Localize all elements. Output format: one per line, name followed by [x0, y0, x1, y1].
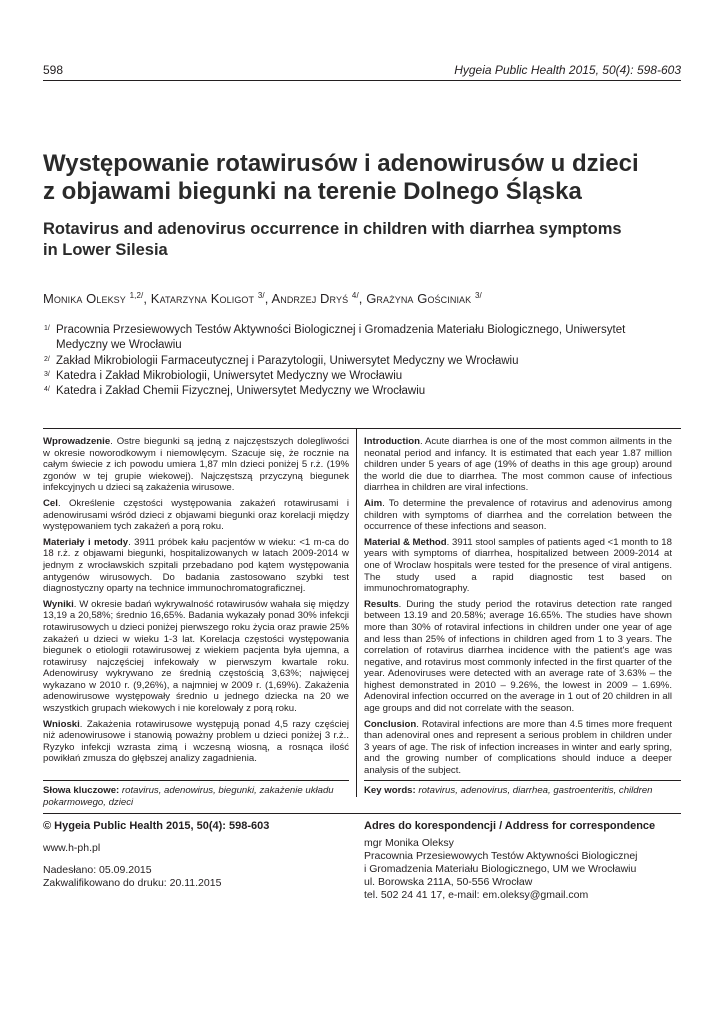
author-name: Andrzej Dryś: [271, 291, 349, 306]
affiliation-marker: 1/: [44, 325, 50, 332]
author-name: Grażyna Gościniak: [366, 291, 472, 306]
publication-info: [43, 820, 343, 890]
section-text: . W okresie badań wykrywalność rotawirusów wahała się między 13,19 a 20,58%; średnio 16,65%. Badania wykazały ponad 30% infekcji rotawirusowych u dzieci poniżej pierwszego roku życia oraz prawie 25% zakażeń u dzieci w wieku 1-3 lat. Korelacja częstości występowania biegunek o etiologii rotawirusowej z wiekiem pacjenta była ujemna, a rotawirusy najczęściej infekowały w pierwszym kwartale roku. Adenowirusy wykrywano ze średnią częstością 3,63%; najwięcej wykazano w 2010 r. (9,26%), a najmniej w 2009 r. (1,69%). Zakażenia adenowirusowe występowały średnio u jednego dziecka na 20 we wszystkich grupach wiekowych i nie korelowały z porą roku.: [43, 598, 349, 715]
affiliation: [44, 354, 664, 369]
affiliation-text: Katedra i Zakład Mikrobiologii, Uniwersytet Medyczny we Wrocławiu: [56, 370, 403, 382]
correspondence-line: mgr Monika Oleksy: [364, 837, 454, 849]
section-label: Cel: [43, 497, 58, 509]
section-text: . Acute diarrhea is one of the most common ailments in the neonatal period and infancy. It is estimated that each year 1.87 million children under 5 years of age (19% of deaths in this age group) around the world die due to diarrhea. The most common cause of infectious diarrhea in children are viral infections.: [364, 436, 672, 494]
column-divider: [356, 428, 357, 797]
keywords-label: Key words: [364, 785, 413, 796]
section-label: Materiały i metody: [43, 536, 129, 548]
abstract-section: [364, 498, 672, 533]
abstract-top-rule: [43, 428, 681, 429]
affiliation: [44, 323, 664, 353]
affiliation-text: Zakład Mikrobiologii Farmaceutycznej i Parazytologii, Uniwersytet Medyczny we Wrocławiu: [56, 355, 519, 367]
affiliation-marker: 3/: [44, 371, 50, 378]
abstract-section: [364, 537, 672, 595]
author-name: Monika Oleksy: [43, 291, 126, 306]
footer-rule: [43, 813, 681, 814]
keywords-text: pokarmowego, dzieci: [43, 796, 134, 808]
title-english-line: in Lower Silesia: [43, 241, 168, 259]
section-label: Results: [364, 598, 399, 610]
section-text: . During the study period the rotavirus detection rate ranged between 13.19 and 20.58%; average 16.65%. The studies have shown more than 30% of rotaviral infections in children under one year of age and less than 25% of infections in children aged from 1 to 3 years. The correlation of rotavirus diarrhea incidence with the patient's age was negative, and rotavirus most commonly infected in the first quarter of the year. Adenoviruses were detected with an average rate of 3.63% – the highest demonstrated in 2010 – 9.26%, the lowest in 2009 – 1.69%. Adenoviral infection occurred on the average in 1 out of 20 children in all age groups and did not correlate with the season.: [364, 598, 672, 715]
title-polish: [43, 150, 683, 206]
author-list: [43, 291, 482, 306]
abstract-english: [364, 436, 672, 781]
affiliation: [44, 369, 664, 384]
section-text: . Ostre biegunki są jedną z najczęstszych dolegliwości w okresie noworodkowym i niemowlęcym. Szacuje się, że rocznie na całym świecie z ich powodu umiera 1,87 mln dzieci poniżej 5 r.ż. (19% zgonów w tej grupie wiekowej). Najczęstszą przyczyną biegunek infekcyjnych u dzieci są zakażenia wirusowe.: [43, 436, 349, 494]
abstract-polish: [43, 436, 349, 769]
title-english-line: Rotavirus and adenovirus occurrence in children with diarrhea symptoms: [43, 220, 622, 238]
section-text: . Określenie częstości występowania zakażeń rotawirusami i adenowirusami wśród dzieci z objawami biegunki oraz korelacji między występowaniem tych zakażeń a porą roku.: [43, 497, 349, 533]
copyright: © Hygeia Public Health 2015, 50(4): 598-603: [43, 820, 270, 832]
abstract-section: [43, 537, 349, 595]
affiliation-marker: 4/: [44, 386, 50, 393]
author-separator: ,: [358, 291, 367, 306]
affiliation-text: Pracownia Przesiewowych Testów Aktywności Biologicznej i Gromadzenia Materiału Biologicznego, Uniwersytet: [56, 324, 626, 336]
section-text: . 3911 próbek kału pacjentów w wieku: <1 m-ca do 18 r.ż. z objawami biegunki, hospitalizowanych w latach 2009-2014 w jednym z wrocławskich szpitali przebadano pod kątem występowania antygenów wirusowych. Do badania zastosowano szybki test diagnostyczny oparty na technice immunochromatograficznej.: [43, 536, 350, 595]
section-label: Conclusion: [364, 718, 417, 730]
section-label: Introduction: [364, 436, 420, 447]
accepted-date: Zakwalifikowano do druku: 20.11.2015: [43, 877, 222, 889]
correspondence-line: Pracownia Przesiewowych Testów Aktywności Biologicznej: [364, 850, 638, 862]
abstract-section: [364, 599, 672, 715]
abstract-section: [364, 719, 672, 777]
title-english: [43, 219, 683, 261]
abstract-section: [43, 498, 349, 533]
section-text: . To determine the prevalence of rotavirus and adenovirus among children with symptoms of diarrhea and the correlation between the occurrence of these infections and season.: [364, 497, 672, 533]
keywords-english: Key words: rotavirus, adenovirus, diarrhea, gastroenteritis, children: [364, 785, 653, 796]
author-name: Katarzyna Koligot: [150, 291, 255, 306]
affiliation-marker: 2/: [44, 356, 50, 363]
section-label: Aim: [364, 497, 383, 509]
title-polish-line: z objawami biegunki na terenie Dolnego Śląska: [43, 178, 582, 205]
title-polish-line: Występowanie rotawirusów i adenowirusów u dzieci: [43, 150, 639, 177]
author-affiliation-marker: 1,2/: [129, 291, 144, 300]
affiliation-text: Katedra i Zakład Chemii Fizycznej, Uniwersytet Medyczny we Wrocławiu: [56, 385, 426, 397]
section-label: Wprowadzenie: [43, 436, 111, 447]
correspondence-line: i Gromadzenia Materiału Biologicznego, UM we Wrocławiu: [364, 863, 637, 875]
keywords-text: rotavirus, adenowirus, biegunki, zakażenie układu: [121, 785, 334, 796]
abstract-section: [43, 599, 349, 715]
author-separator: ,: [143, 291, 151, 306]
section-label: Wyniki: [43, 598, 74, 610]
author-affiliation-marker: 3/: [474, 291, 482, 300]
section-text: . 3911 stool samples of patients aged <1 month to 18 years with symptoms of diarrhea, hospitalized between 2009-2014 at one of Wroclaw hospitals were tested for the presence of viral antigens. The study used a rapid diagnostic test based on immunochromatography.: [364, 536, 672, 595]
keywords-label: Słowa kluczowe: [43, 785, 117, 796]
abstract-section: [43, 436, 349, 494]
submitted-date: Nadesłano: 05.09.2015: [43, 864, 152, 876]
keywords-rule-right: [364, 780, 681, 781]
keywords-rule-left: [43, 780, 349, 781]
correspondence-line: ul. Borowska 211A, 50-556 Wrocław: [364, 876, 533, 888]
page-number: 598: [43, 63, 64, 77]
abstract-section: [43, 719, 349, 765]
section-text: . Zakażenia rotawirusowe występują ponad 4,5 razy częściej niż adenowirusowe i stanowią poważny problem u dzieci poniżej 3 r.ż.. Ryzyko infekcji wzrasta zimą i wczesną wiosną, a rosnąca ilość powikłań zmusza do głębszej analizy zagadnienia.: [43, 718, 349, 765]
keywords-polish: Słowa kluczowe: rotavirus, adenowirus, biegunki, zakażenie układu pokarmowego, dzieci: [43, 785, 334, 808]
keywords-text: rotavirus, adenovirus, diarrhea, gastroenteritis, children: [418, 785, 653, 796]
author-separator: ,: [264, 291, 272, 306]
affiliation-text: Medyczny we Wrocławiu: [56, 339, 182, 351]
correspondence-heading: Adres do korespondencji / Address for correspondence: [364, 820, 656, 832]
website-link[interactable]: www.h-ph.pl: [43, 842, 101, 854]
abstract-section: [364, 436, 672, 494]
header-rule: [43, 80, 681, 81]
correspondence-address: [364, 820, 682, 902]
journal-citation: Hygeia Public Health 2015, 50(4): 598-603: [454, 63, 681, 77]
section-label: Wnioski: [43, 718, 80, 730]
correspondence-line: tel. 502 24 41 17, e-mail: em.oleksy@gmail.com: [364, 889, 589, 901]
section-label: Material & Method: [364, 536, 447, 548]
affiliation: [44, 384, 664, 399]
author-affiliation-marker: 4/: [351, 291, 359, 300]
section-text: . Rotaviral infections are more than 4.5 times more frequent than adenoviral ones and represent a serious problem in children under 3 years of age. The risk of infection increases in winter and early spring, and the growing number of complications should induce a deeper analysis of the subject.: [364, 718, 672, 777]
author-affiliation-marker: 3/: [257, 291, 265, 300]
